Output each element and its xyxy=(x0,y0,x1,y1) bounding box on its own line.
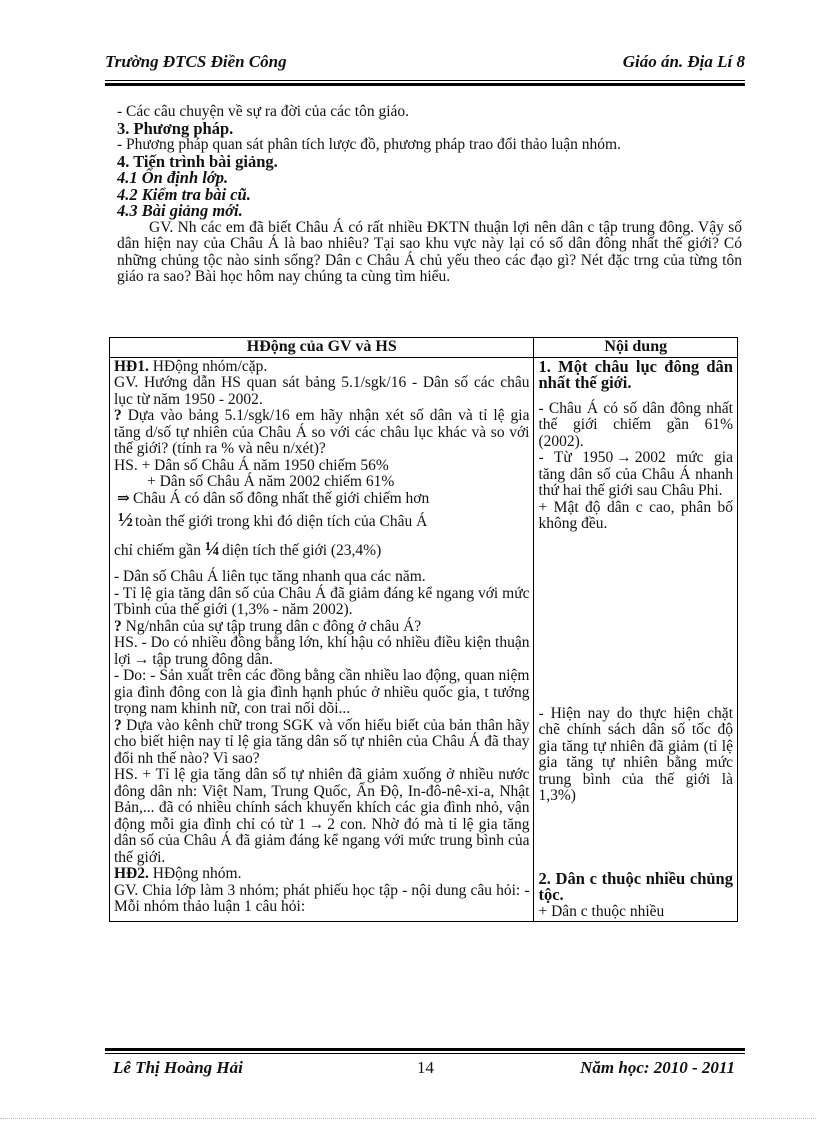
point-1: - Dân số Châu Á liên tục tăng nhanh qua các năm. xyxy=(114,568,426,585)
conclusion-3: chỉ chiếm gần ¼ diện tích thế giới (23,4%) xyxy=(114,537,382,560)
conclusion-2: ½ toàn thế giới trong khi đó diện tích của Châu Á xyxy=(114,512,529,531)
content-point-1: - Châu Á có số dân đông nhất thế giới chiếm gần 61% (2002). xyxy=(538,399,733,450)
hs-answer-2: HS. - Do có nhiều đồng bằng lớn, khí hậu có nhiều điều kiện thuận lợi → tập trung đông dân. xyxy=(114,634,530,668)
page-edge xyxy=(0,1118,816,1119)
author-name: Lê Thị Hoàng Hải xyxy=(113,1058,243,1077)
content-cell xyxy=(534,357,738,922)
right-arrow-icon: → xyxy=(616,449,632,466)
one-quarter-fraction: ¼ xyxy=(204,537,218,560)
question-mark-3: ? xyxy=(114,716,122,734)
implies-arrow-icon: ⇒ xyxy=(117,489,130,507)
right-arrow-icon: → xyxy=(133,650,150,668)
activity-1-label: HĐ1. xyxy=(114,357,149,375)
footer-rule-thin xyxy=(105,1053,745,1054)
intro-section xyxy=(117,104,742,286)
col-activities-header: HĐộng của GV và HS xyxy=(110,338,534,358)
table-header-row xyxy=(110,338,738,358)
question-mark-2: ? xyxy=(114,617,122,635)
intro-paragraph: GV. Nh các em đã biết Châu Á có rất nhiều ĐKTN thuận lợi nên dân c tập trung đông. Vậy số dân hiện nay của Châu Á là bao nhiêu? Tại sao khu vực này lại có số dân đông nhất thế giới? Có những chủng tộc nào sinh sống? Dân c Châu Á chủ yếu theo các đạo gì? Nét đặc trng của từng tôn giáo ra sao? Bài học hôm nay chúng ta cùng tìm hiểu. xyxy=(117,218,742,285)
page-header xyxy=(105,50,745,80)
footer-rule-thick xyxy=(105,1048,745,1051)
question-mark-1: ? xyxy=(114,407,122,424)
page-footer xyxy=(105,1058,745,1084)
heading-old-lesson: 4.2 Kiểm tra bài cũ. xyxy=(117,184,251,204)
gv-instruction-1: GV. Hướng dẫn HS quan sát bảng 5.1/sgk/16 - Dân số các châu lục từ năm 1950 - 2002. xyxy=(114,374,530,408)
header-rule-thick xyxy=(105,83,745,86)
hs-answer-1a: HS. + Dân số Châu Á năm 1950 chiếm 56% xyxy=(114,456,389,474)
conclusion-1: ⇒ Châu Á có dân số đông nhất thế giới chiếm hơn xyxy=(114,491,529,508)
method-text: - Phương pháp quan sát phân tích lược đồ, phương pháp trao đổi thảo luận nhóm. xyxy=(117,136,621,153)
header-rule-thin xyxy=(105,80,745,81)
one-half-fraction: ½ xyxy=(118,509,131,531)
activity-1-type: HĐộng nhóm/cặp. xyxy=(148,357,268,375)
page-number: 14 xyxy=(417,1058,434,1077)
heading-new-lesson: 4.3 Bài giảng mới. xyxy=(117,201,243,220)
content-point-3: + Mật độ dân c cao, phân bố không đều. xyxy=(538,498,733,532)
question-1: ? Dựa vào bảng 5.1/sgk/16 em hãy nhận xét số dân và tỉ lệ gia tăng d/số tự nhiên của Châu Á so với các châu lục khác và so với thế giới? (tính ra % và nêu n/xét)? xyxy=(114,407,530,457)
content-heading-1: 1. Một châu lục đông dân nhất thế giới. xyxy=(538,356,733,392)
hs-answer-1b: + Dân số Châu Á năm 2002 chiếm 61% xyxy=(147,473,395,490)
heading-class-stabilize: 4.1 Ổn định lớp. xyxy=(117,168,229,187)
gv-instruction-2: GV. Chia lớp làm 3 nhóm; phát phiếu học tập - nội dung câu hỏi: - Mỗi nhóm thảo luận 1 câu hỏi: xyxy=(114,881,530,915)
heading-procedure: 4. Tiến trình bài giảng. xyxy=(117,151,278,171)
activities-cell xyxy=(110,357,534,922)
intro-line: - Các câu chuyện về sự ra đời của các tôn giáo. xyxy=(117,103,410,120)
heading-method: 3. Phương pháp. xyxy=(117,118,234,138)
school-name: Trường ĐTCS Điền Công xyxy=(105,52,287,71)
hs-answer-3: HS. + Tỉ lệ gia tăng dân số tự nhiên đã giảm xuống ở nhiều nước đông dân nh: Việt Nam, Trung Quốc, Ấn Độ, In-đô-nê-xi-a, Nhật Bản,... đã có nhiều chính sách khuyến khích các gia đình nhỏ, vận động mỗi gia đình chỉ có từ 1 → 2 con. Nhờ đó mà tỉ lệ gia tăng dân số của Châu Á đã giảm đáng kể ngang với mức trung bình của thế giới. xyxy=(114,766,530,866)
right-arrow-icon: → xyxy=(308,815,325,833)
question-2: ? Ng/nhân của sự tập trung dân c đông ở châu Á? xyxy=(114,617,422,635)
activity-2-label: HĐ2. xyxy=(114,865,149,882)
content-heading-2: 2. Dân c thuộc nhiều chủng tộc. xyxy=(538,868,733,904)
activity-2-type: HĐộng nhóm. xyxy=(148,865,242,882)
col-content-header: Nội dung xyxy=(534,338,738,358)
cause-text: - Do: - Sản xuất trên các đồng bằng cần nhiều lao động, quan niệm gia đình đông con là gia đình hạnh phúc ở nhiều quốc gia, t tưởng trọng nam khinh nữ, con trai nối dõi... xyxy=(114,667,530,717)
point-2: - Tỉ lệ gia tăng dân số của Châu Á đã giảm đáng kể ngang với mức Tbình của thế giới (1,3% - năm 2002). xyxy=(114,584,530,618)
table-row xyxy=(110,357,738,922)
lesson-plan-title: Giáo án. Địa Lí 8 xyxy=(622,52,745,71)
content-point-4: - Hiện nay do thực hiện chặt chẽ chính sách dân số tốc độ gia tăng tự nhiên đã giảm (tỉ lệ gia tăng tự nhiên bằng mức trung bình của thế giới là 1,3%) xyxy=(538,704,733,804)
school-year: Năm học: 2010 - 2011 xyxy=(580,1058,735,1077)
content-point-2: - Từ 1950 → 2002 mức gia tăng dân số của Châu Á nhanh thứ hai thế giới sau Châu Phi. xyxy=(538,449,733,499)
lesson-table xyxy=(109,337,738,922)
content-point-5: + Dân c thuộc nhiều xyxy=(538,902,665,920)
question-3: ? Dựa vào kênh chữ trong SGK và vốn hiểu biết của bản thân hãy cho biết hiện nay tỉ lệ gia tăng dân số tự nhiên của Châu Á đã thay đổi nh thế nào? Vì sao? xyxy=(114,716,530,767)
